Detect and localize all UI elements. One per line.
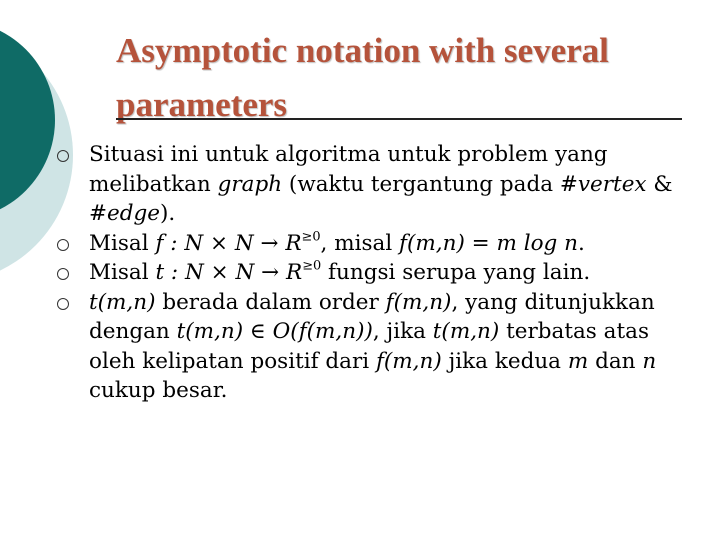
bullet-text: Misal [89,230,156,256]
bullet-text: jika kedua [441,348,568,374]
bullet-text: & [646,171,673,197]
circle-bullet-icon [57,239,69,251]
bullet-formula: t(m,n) ∈ O(f(m,n)) [176,319,373,344]
circle-bullet-icon [57,298,69,310]
bullet-text: Situasi ini untuk algoritma untuk problem yang melibatkan [89,142,608,197]
bullet-text: fungsi serupa yang lain. [321,260,591,285]
bullet-text: (waktu tergantung pada [282,171,560,197]
bullet-formula: f : N × N → R [155,230,302,256]
bullet-text: berada dalam order [155,289,386,315]
bullet-formula: t : N × N → R [155,260,303,285]
bullet-formula: f(m,n) [375,348,442,374]
bullet-text: Misal [89,260,156,285]
bullet-superscript: ≥0 [302,258,322,274]
bullet-text: , yang ditunjukkan dengan [89,289,655,344]
bullet-formula: f(m,n) [385,289,452,315]
bullet-text: ). [160,201,176,226]
bullet-text: . [578,230,585,256]
title-underline [116,118,682,120]
bullet-formula: f(m,n) = m log n [399,230,579,256]
bullet-item-order-definition [56,288,696,406]
bullet-list [56,140,696,406]
circle-bullet-icon [57,150,69,162]
bullet-text: , misal [320,230,400,256]
bullet-text: , jika [372,319,433,344]
bullet-emphasis: #edge [89,201,160,226]
circle-bullet-icon [57,268,69,280]
bullet-emphasis: graph [217,171,283,197]
bullet-emphasis: #vertex [559,171,647,197]
bullet-formula: n [642,348,657,374]
bullet-formula: t(m,n) [89,289,156,315]
bullet-text: dan [588,348,643,374]
bullet-formula: m [567,348,589,374]
bullet-text: cukup besar. [89,378,228,403]
slide-title-line1: Asymptotic notation with several [116,31,609,70]
bullet-item-define-f [56,229,696,259]
slide-title-line2: parameters [116,85,288,124]
bullet-formula: t(m,n) [432,319,500,344]
slide-title [116,24,676,132]
bullet-item-graph-situation [56,140,696,229]
bullet-item-define-t [56,258,696,288]
bullet-superscript: ≥0 [301,228,321,244]
bullet-text: terbatas atas oleh kelipatan positif dari [89,319,649,374]
